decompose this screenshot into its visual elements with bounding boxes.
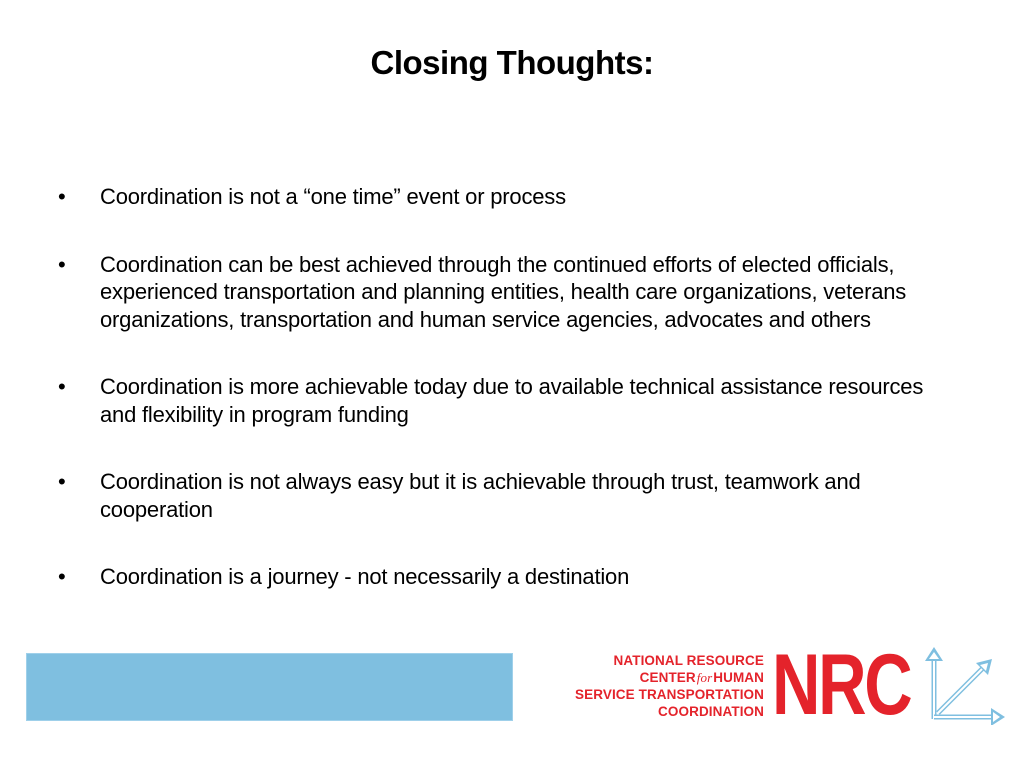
bullet-text: Coordination is more achievable today due to available technical assistance resources and flexibility in program funding (100, 374, 924, 427)
diagonal-arrow (938, 659, 992, 713)
slide-title: Closing Thoughts: (370, 44, 654, 81)
logo-line-2-center: CENTER (639, 670, 696, 685)
bullet-text: Coordination can be best achieved through the continued efforts of elected officials, experienced transportation and planning entities, health care organizations, veterans organizations, transportation and human service agencies, advocates and others (100, 251, 907, 332)
nrc-logo-wordmark (518, 652, 764, 720)
logo-line-4: COORDINATION (658, 704, 764, 719)
logo-line-3: SERVICE TRANSPORTATION (575, 687, 764, 702)
logo-line-2-for: for (696, 670, 713, 685)
axis-arrows-icon (922, 645, 1006, 725)
bullet-item (58, 563, 958, 591)
bullet-list (58, 183, 958, 591)
bullet-marker: • (58, 374, 66, 399)
horizontal-arrow (934, 708, 1005, 725)
logo-line-2 (518, 669, 764, 686)
nrc-logo-acronym: NRC (772, 637, 911, 733)
bullet-text: Coordination is a journey - not necessarily a destination (100, 564, 630, 589)
bullet-item (58, 251, 958, 334)
logo-line-2-human: HUMAN (713, 670, 764, 685)
bullet-marker: • (58, 251, 66, 277)
bullet-marker: • (58, 184, 66, 209)
footer-color-bar (26, 653, 513, 721)
bullet-item (58, 183, 958, 211)
logo-line-1: NATIONAL RESOURCE (613, 653, 764, 668)
bullet-item (58, 373, 958, 428)
bullet-item (58, 468, 958, 523)
bullet-text: Coordination is not always easy but it is achievable through trust, teamwork and cooperation (100, 469, 861, 522)
bullet-text: Coordination is not a “one time” event or process (100, 184, 566, 209)
bullet-marker: • (58, 564, 66, 589)
bullet-marker: • (58, 469, 66, 494)
